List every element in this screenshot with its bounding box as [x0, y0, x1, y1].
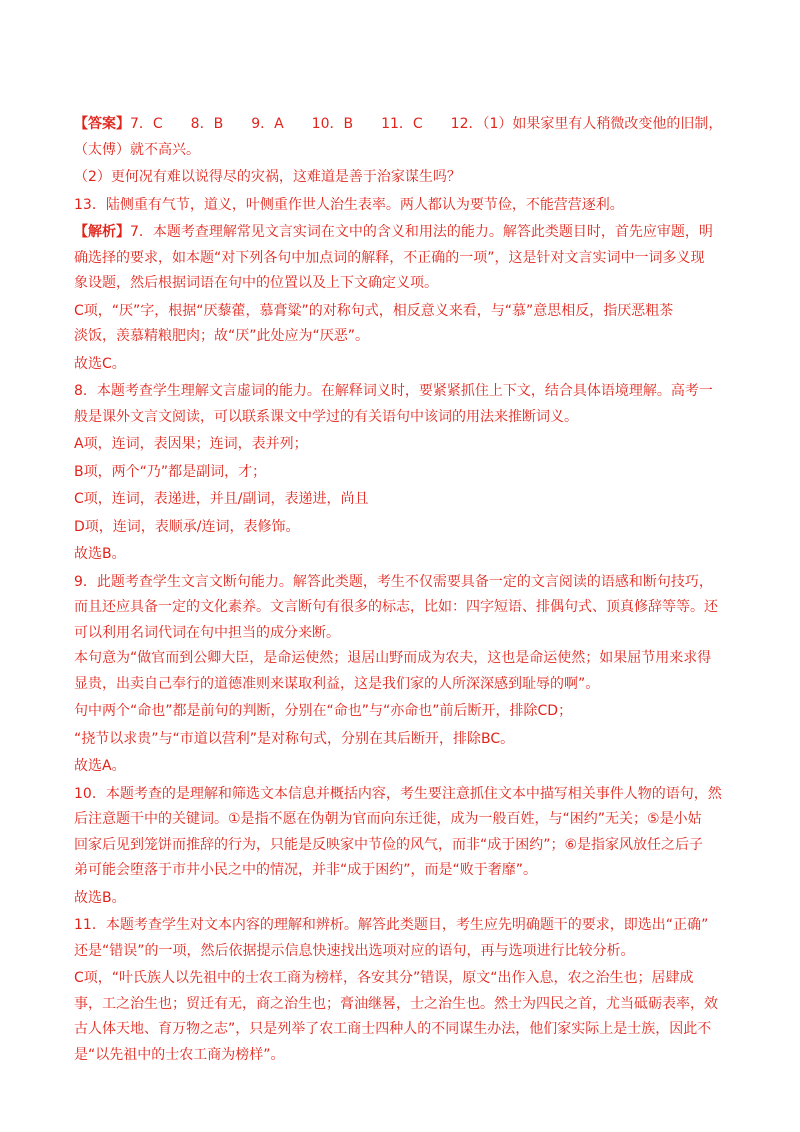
analysis-q7 [74, 220, 728, 377]
document-page [74, 112, 728, 1068]
q9-line-4: 显贵，出卖自己奉行的道德准则来谋取利益，这是我们家的人所深深感到耻辱的啊”。 [74, 675, 600, 692]
q11-line-5: 是“以先祖中的士农工商为榜样”。 [74, 1046, 285, 1063]
answer-label: 【答案】 [74, 116, 130, 132]
q9-line-3: 本句意为“做官而到公卿大臣，是命运使然；退居山野而成为农夫，这也是命运使然；如果屈节用来求得 [74, 650, 712, 666]
analysis-q8 [74, 379, 728, 568]
q8-line-4: C项，连词，表递进，并且/副词，表递进，尚且 [74, 491, 369, 507]
q7-line-1: 确选择的要求，如本题“对下列各句中加点词的解释，不正确的一项”，这是针对文言实词中一词多义现 [74, 249, 705, 266]
q9-line-5: 句中两个“命也”都是前句的判断，分别在“命也”与“亦命也”前后断开，排除CD； [74, 703, 573, 719]
q12-part2 [74, 165, 728, 191]
q10-line-1: 后注意题干中的关键词。①是指不愿在伪朝为官而向东迁徙，成为一般百姓，与“困约”无关；⑤是小姑 [74, 811, 702, 827]
q9-line-2: 可以利用名词代词在句中担当的成分来断。 [74, 624, 340, 641]
q13-text: 13．陆侧重有气节，道义，叶侧重作世人治生表率。两人都认为要节俭，不能营营逐利。 [74, 196, 624, 213]
q8-line-5: D项，连词，表顺承/连词，表修饰。 [74, 518, 300, 535]
analysis-label: 【解析】 [74, 224, 130, 240]
q8-line-3: B项，两个“乃”都是副词，才； [74, 463, 267, 480]
q9-line-7: 故选A。 [74, 758, 126, 774]
q9-line-1: 而且还应具备一定的文化素养。文言断句有很多的标志，比如：四字短语、排偶句式、顶真修辞等等。还 [74, 599, 718, 615]
q7-line-2: 象设题，然后根据词语在句中的位置以及上下文确定义项。 [74, 275, 438, 291]
q11-line-4: 古人体天地、育万物之志”，只是列举了农工商士四种人的不同谋生办法，他们家实际上是士族，因此不 [74, 1021, 712, 1037]
q8-line-1: 般是课外文言文阅读，可以联系课文中学过的有关语句中该词的用法来推断词义。 [74, 408, 578, 425]
q10-line-3: 弟可能会堕落于市井小民之中的情况，并非“成于困约”，而是“败于奢靡”。 [74, 862, 538, 878]
q7-line-5: 故选C。 [74, 355, 126, 372]
q7-line-0-text: 7．本题考查理解常见文言实词在文中的含义和用法的能力。解答此类题目时，首先应审题，明 [130, 224, 713, 240]
q8-line-2: A项，连词，表因果；连词，表并列； [74, 436, 308, 452]
q11-line-3: 事，工之治生也；贸迁有无，商之治生也；膏油继晷，士之治生也。然士为四民之首，尤当砥砺表率，效 [74, 995, 718, 1012]
q11-line-0: 11．本题考查学生对文本内容的理解和辨析。解答此类题目，考生应先明确题干的要求，即选出“正确” [74, 917, 709, 933]
analysis-q10 [74, 782, 728, 912]
q7-line-0 [74, 220, 728, 246]
q13-answer [74, 193, 728, 219]
q11-line-2: C项，“叶氏族人以先祖中的士农工商为榜样，各安其分”错误，原文“出作入息，农之治生也；居肆成 [74, 970, 694, 986]
q10-line-0: 10．本题考查的是理解和筛选文本信息并概括内容，考生要注意抓住文本中描写相关事件人物的语句，然 [74, 785, 722, 802]
answer-paragraph [74, 112, 728, 163]
q9-line-6: “挠节以求贵”与“市道以营利”是对称句式，分别在其后断开，排除BC。 [74, 730, 515, 747]
q12-part2-text: （2）更何况有难以说得尽的灾祸，这难道是善于治家谋生吗？ [74, 169, 461, 185]
q11-line-1: 还是“错误”的一项，然后依据提示信息快速找出选项对应的语句，再与选项进行比较分析。 [74, 942, 635, 959]
analysis-q9 [74, 570, 728, 780]
analysis-q11 [74, 913, 728, 1068]
q9-line-0: 9．此题考查学生文言文断句能力。解答此类题，考生不仅需要具备一定的文言阅读的语感和断句技巧， [74, 573, 713, 590]
q7-line-3: C项，“厌”字，根据“厌藜藿，慕膏粱”的对称句式，相反意义来看，与“慕”意思相反，指厌恶粗茶 [74, 302, 674, 319]
q10-line-2: 回家后见到笼饼而推辞的行为，只能是反映家中节俭的风气，而非“成于困约”；⑥是指家风放任之后子 [74, 836, 704, 853]
q8-line-6: 故选B。 [74, 546, 126, 562]
q10-line-4: 故选B。 [74, 889, 126, 906]
answers-text: 7．C 8．B 9．A 10．B 11．C 12．（1）如果家里有人稍微改变他的旧制， [130, 116, 723, 132]
q7-line-4: 淡饭，羡慕精粮肥肉；故“厌”此处应为“厌恶”。 [74, 328, 370, 344]
q8-line-0: 8．本题考查学生理解文言虚词的能力。在解释词义时，要紧紧抓住上下文，结合具体语境理解。高考一 [74, 383, 713, 399]
answer-line-2: （太傅）就不高兴。 [74, 141, 200, 158]
answer-line-1 [74, 112, 728, 138]
